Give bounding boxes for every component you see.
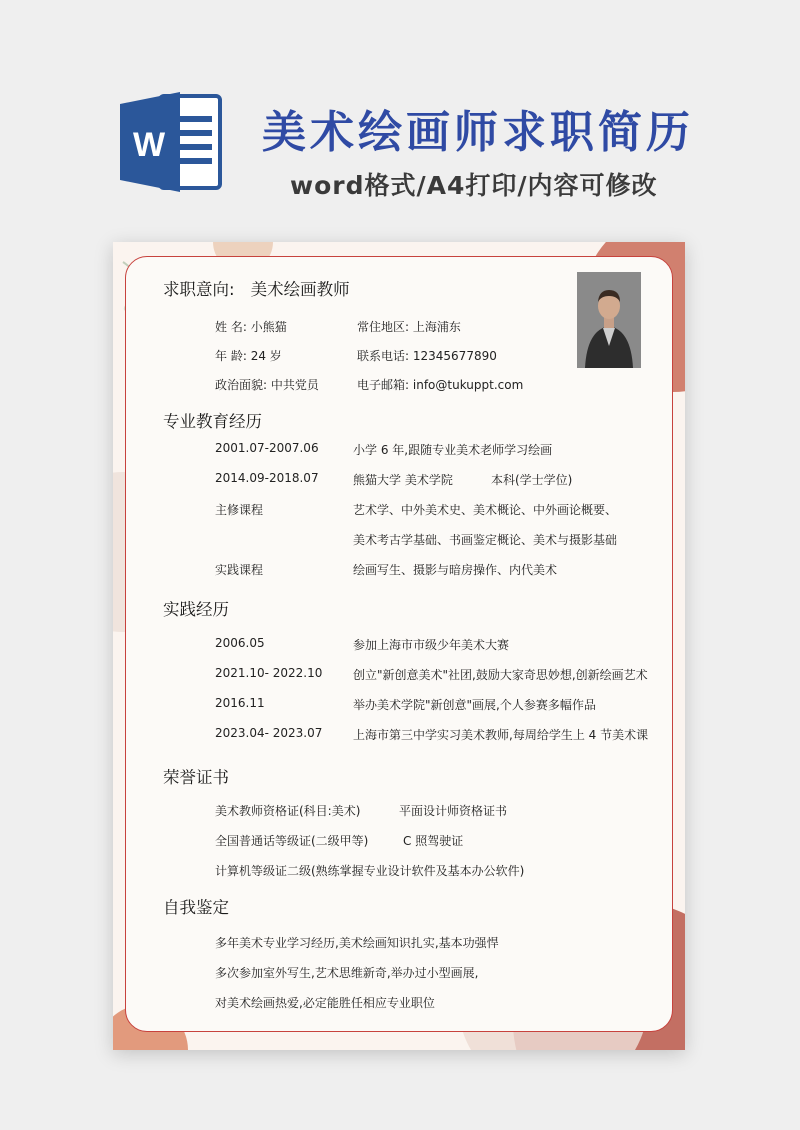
section-heading-honors: 荣誉证书 [163, 768, 229, 787]
education-item-degree: 本科(学士学位) [491, 473, 573, 487]
info-political-label: 政治面貌: [215, 378, 268, 392]
info-age-value: 24 岁 [250, 349, 282, 363]
honor-item: 计算机等级证二级(熟练掌握专业设计软件及基本办公软件) [215, 864, 525, 878]
info-email-label: 电子邮箱: [357, 378, 410, 392]
honor-item: 平面设计师资格证书 [399, 804, 508, 818]
info-residence-label: 常住地区: [357, 320, 410, 334]
section-heading-education: 专业教育经历 [163, 412, 262, 431]
page-subtitle: word格式/A4打印/内容可修改 [290, 171, 658, 200]
practice-item-date: 2016.11 [215, 696, 265, 710]
education-item-date: 2001.07-2007.06 [215, 441, 319, 455]
self-eval-line: 对美术绘画热爱,必定能胜任相应专业职位 [215, 996, 435, 1010]
section-heading-practice: 实践经历 [163, 600, 229, 619]
practice-item-text: 上海市第三中学实习美术教师,每周给学生上 4 节美术课 [353, 728, 649, 742]
info-name-value: 小熊猫 [250, 320, 287, 334]
info-email [357, 376, 523, 393]
practice-item-date: 2023.04- 2023.07 [215, 726, 323, 740]
info-age [215, 347, 282, 364]
info-phone [357, 347, 497, 364]
practice-item-text: 举办美术学院"新创意"画展,个人参赛多幅作品 [353, 698, 596, 712]
education-item-text: 艺术学、中外美术史、美术概论、中外画论概要、 [353, 503, 618, 517]
page-title: 美术绘画师求职简历 [262, 107, 694, 158]
info-residence-value: 上海浦东 [412, 320, 461, 334]
practice-item-date: 2006.05 [215, 636, 265, 650]
self-eval-line: 多年美术专业学习经历,美术绘画知识扎实,基本功强悍 [215, 936, 499, 950]
word-document-icon [118, 88, 226, 196]
self-eval-line: 多次参加室外写生,艺术思维新奇,举办过小型画展, [215, 966, 479, 980]
honor-item: 美术教师资格证(科目:美术) [215, 804, 361, 818]
education-item-text: 熊猫大学 美术学院 [353, 473, 453, 487]
info-residence [357, 318, 461, 335]
honor-item: C 照驾驶证 [403, 834, 464, 848]
job-intent [163, 276, 350, 300]
education-item-text: 绘画写生、摄影与暗房操作、内代美术 [353, 563, 558, 577]
resume-paper [113, 242, 685, 1050]
info-phone-value: 12345677890 [412, 349, 497, 363]
info-name [215, 318, 287, 335]
resume-content [113, 242, 685, 1050]
info-age-label: 年 龄: [215, 349, 247, 363]
honor-item: 全国普通话等级证(二级甲等) [215, 834, 369, 848]
job-intent-label: 求职意向: [163, 280, 235, 299]
education-item-text: 小学 6 年,跟随专业美术老师学习绘画 [353, 443, 553, 457]
section-heading-self: 自我鉴定 [163, 898, 229, 917]
education-item-date: 2014.09-2018.07 [215, 471, 319, 485]
practice-item-text: 创立"新创意美术"社团,鼓励大家奇思妙想,创新绘画艺术 [353, 668, 648, 682]
job-intent-value: 美术绘画教师 [250, 280, 350, 299]
word-icon-letter: W [132, 126, 166, 164]
info-name-label: 姓 名: [215, 320, 247, 334]
info-email-value: info@tukuppt.com [412, 378, 524, 392]
info-phone-label: 联系电话: [357, 349, 410, 363]
education-item-text: 美术考古学基础、书画鉴定概论、美术与摄影基础 [353, 533, 618, 547]
info-political-value: 中共党员 [270, 378, 319, 392]
header-banner [0, 0, 800, 235]
education-item-label: 主修课程 [215, 503, 264, 517]
profile-photo [577, 272, 641, 368]
education-item-label: 实践课程 [215, 563, 264, 577]
practice-item-date: 2021.10- 2022.10 [215, 666, 323, 680]
practice-item-text: 参加上海市市级少年美术大赛 [353, 638, 510, 652]
info-political [215, 376, 319, 393]
